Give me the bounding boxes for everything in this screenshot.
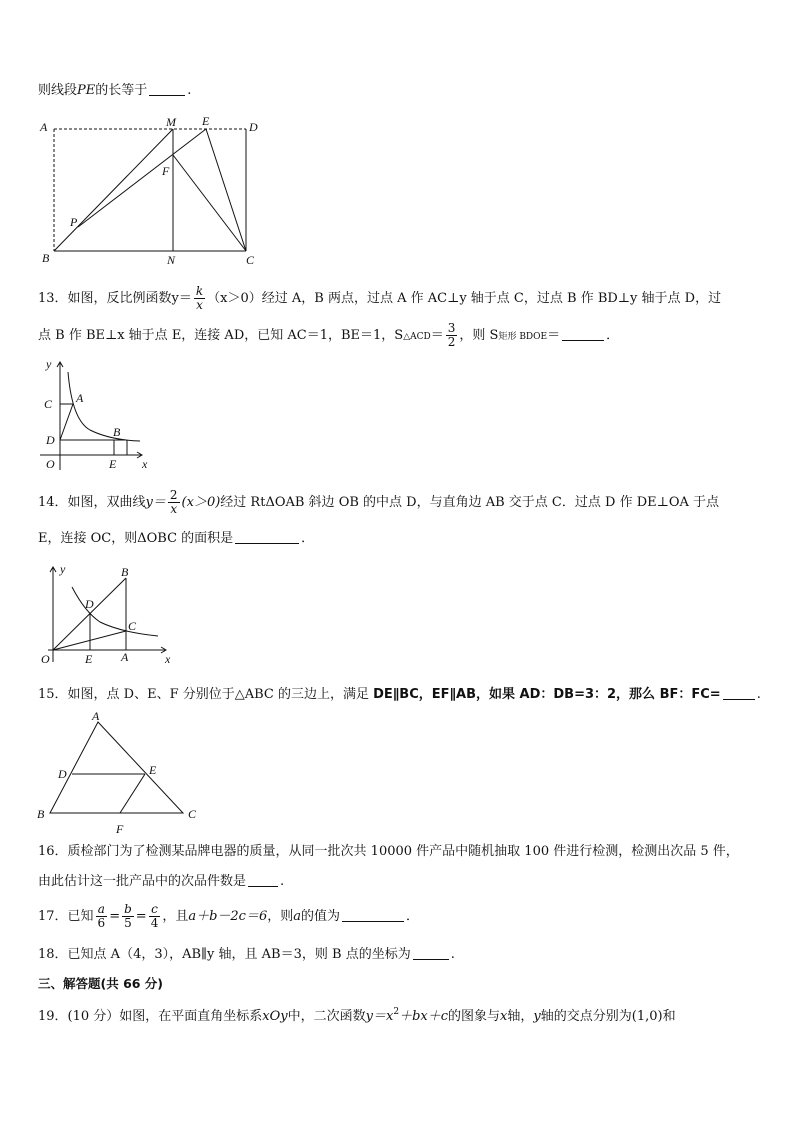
label-A: A	[121, 650, 129, 664]
label-C: C	[188, 807, 197, 821]
fraction: $\frac{2}{x}$	[169, 488, 178, 516]
label-O: O	[46, 457, 55, 471]
fraction: $\frac{c}{4}$	[150, 902, 159, 930]
label-C: C	[44, 397, 53, 411]
label-N: N	[167, 253, 176, 267]
answer-blank[interactable]	[562, 328, 604, 341]
section-heading: 三、解答题(共 66 分)	[38, 976, 164, 991]
label-D: D	[58, 767, 67, 781]
fraction: $\frac{b}{5}$	[124, 902, 132, 930]
q13-line1: 13．如图，反比例函数y＝ $\frac{k}{x}$ （x＞0）经过 A，B 两点，过点 A 作 AC⊥y 轴于点 C，过点 B 作 BD⊥y 轴于点 D，过	[38, 284, 722, 312]
label-x: x	[165, 652, 171, 666]
label-F: F	[162, 164, 170, 178]
answer-blank[interactable]	[235, 531, 299, 544]
answer-blank[interactable]	[723, 687, 755, 700]
label-D: D	[249, 120, 258, 134]
q13-line2: 点 B 作 BE⊥x 轴于点 E，连接 AD，已知 AC＝1，BE＝1，S△ACD＝ $\frac{3}{2}$ ，则 S矩形 BDOE＝ ．	[38, 321, 620, 349]
answer-blank[interactable]	[149, 83, 185, 96]
label-E: E	[149, 763, 157, 777]
q18-line: 18．已知点 A（4，3），AB∥y 轴，且 AB＝3，则 B 点的坐标为 .	[38, 947, 455, 962]
answer-blank[interactable]	[248, 874, 278, 887]
answer-blank[interactable]	[413, 947, 449, 960]
answer-blank[interactable]	[342, 909, 404, 922]
label-E: E	[109, 457, 117, 471]
fraction: $\frac{k}{x}$	[195, 284, 204, 312]
label-A: A	[92, 709, 100, 723]
label-D: D	[46, 433, 55, 447]
label-O: O	[41, 652, 50, 666]
label-E: E	[85, 652, 93, 666]
label-B: B	[121, 565, 129, 579]
label-y: y	[60, 562, 66, 576]
label-D: D	[85, 597, 94, 611]
q14-line2: E，连接 OC，则ΔOBC 的面积是 ．	[38, 531, 315, 546]
q17-line: 17．已知 $\frac{a}{6}$ = $\frac{b}{5}$ = $\frac{c}{4}$ ，且a＋b－2c＝6，则a的值为 ．	[38, 902, 420, 930]
label-C: C	[246, 253, 255, 267]
q16-line2: 由此估计这一批产品中的次品件数是 .	[38, 874, 285, 889]
label-B: B	[37, 807, 45, 821]
q14-line1: 14．如图，双曲线y＝ $\frac{2}{x}$ (x＞0)经过 RtΔOAB 斜边 OB 的中点 D，与直角边 AB 交于点 C．过点 D 作 DE⊥OA 于点	[38, 488, 720, 516]
label-C: C	[128, 619, 137, 633]
q16-line1: 16．质检部门为了检测某品牌电器的质量，从同一批次共 10000 件产品中随机抽取 100 件进行检测，检测出次品 5 件，	[38, 844, 739, 859]
label-F: F	[116, 822, 124, 836]
label-P: P	[70, 215, 78, 229]
q15-line: 15．如图，点 D、E、F 分别位于△ABC 的三边上，满足 DE∥BC，EF∥AB，如果 AD：DB=3：2，那么 BF：FC= .	[38, 687, 761, 702]
fraction: $\frac{a}{6}$	[97, 902, 106, 930]
label-E: E	[202, 114, 210, 128]
label-A: A	[40, 120, 48, 134]
label-A: A	[76, 391, 84, 405]
fraction: $\frac{3}{2}$	[447, 321, 456, 349]
label-x: x	[142, 457, 148, 471]
label-y: y	[46, 357, 52, 371]
label-M: M	[166, 115, 176, 129]
q19-line: 19．(10 分）如图，在平面直角坐标系xOy中，二次函数$y=x^2+bx+c$的图象与x轴，y轴的交点分别为(1,0)和	[38, 1007, 676, 1024]
q12-tail: 则线段PE的长等于 .	[38, 83, 192, 98]
label-B: B	[42, 251, 50, 265]
label-B: B	[113, 425, 121, 439]
